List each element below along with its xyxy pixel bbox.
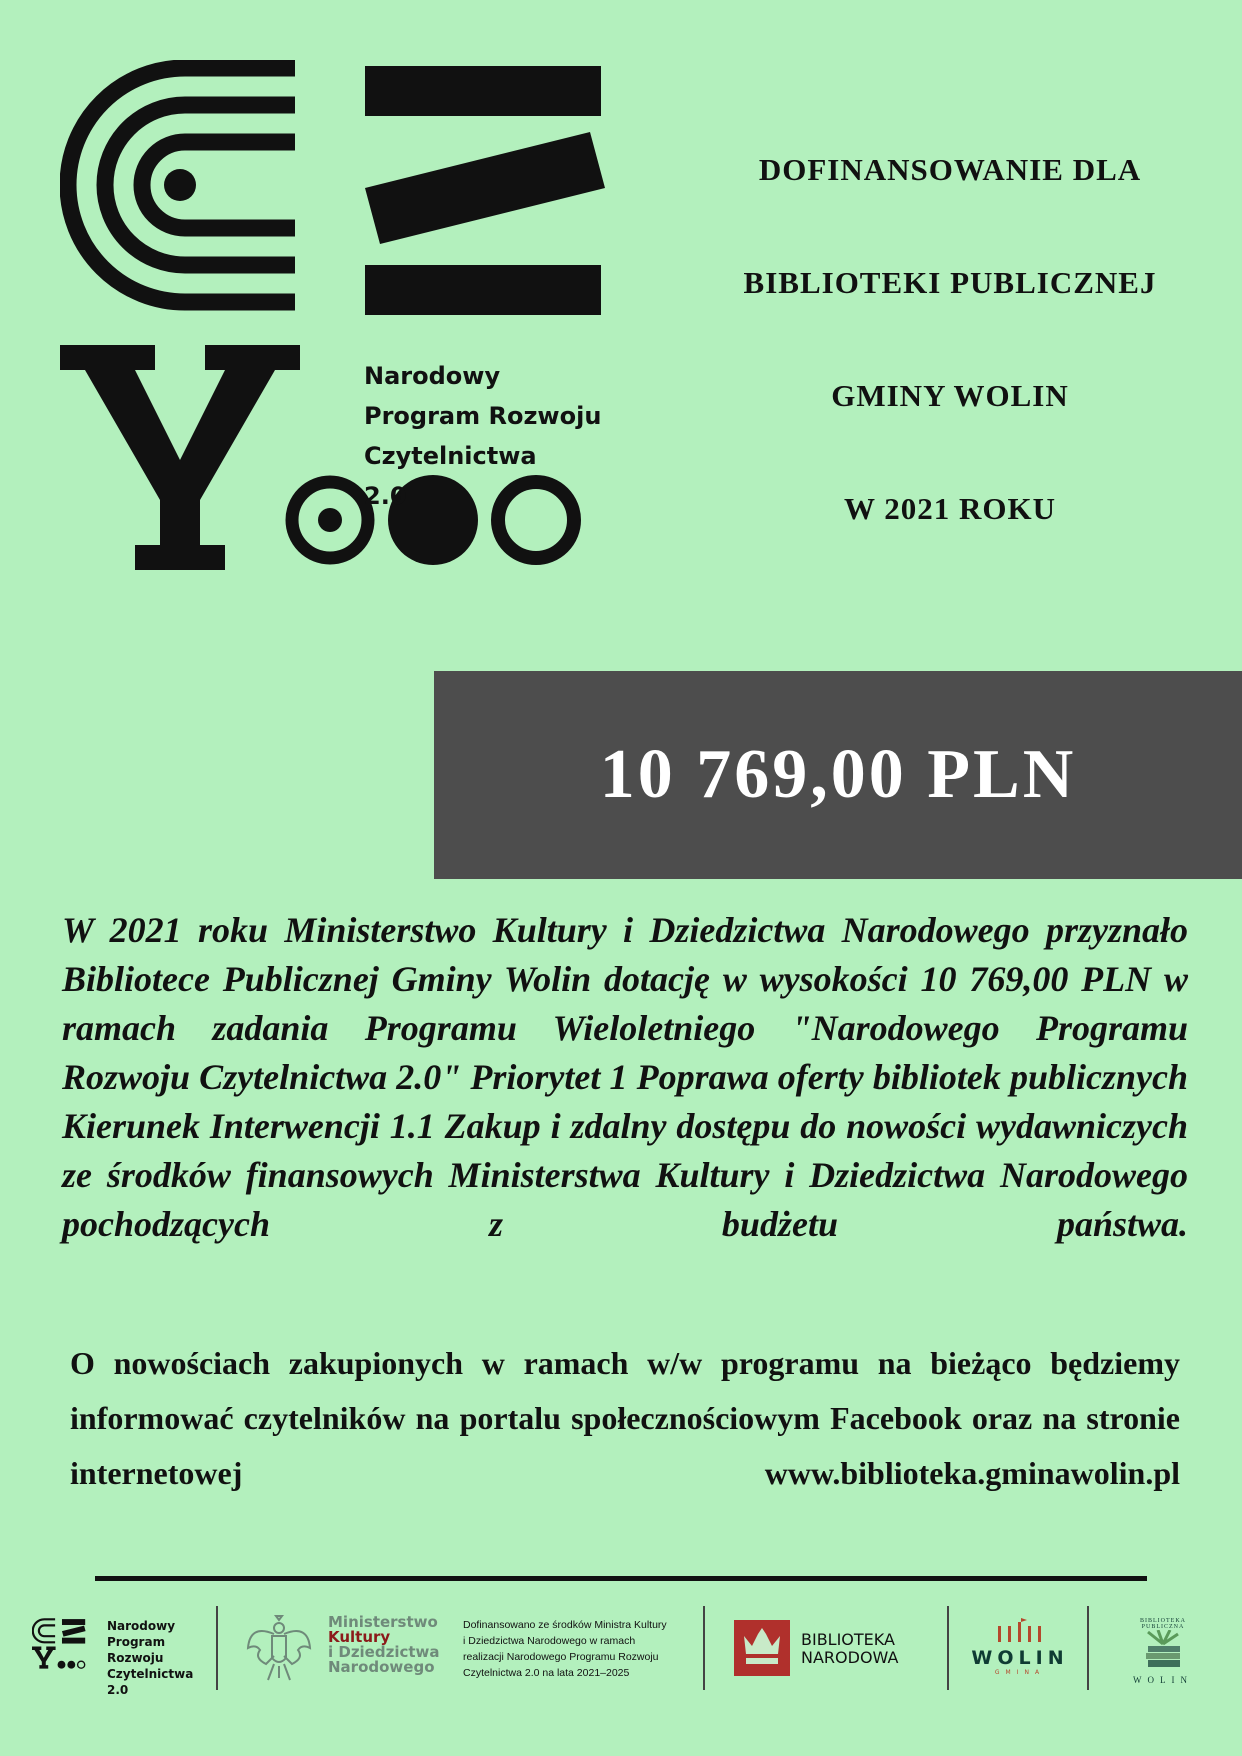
headline [680, 150, 1220, 602]
note-line: Czytelnictwa 2.0 na lata 2021–2025 [463, 1667, 630, 1679]
footer-separator [216, 1606, 218, 1690]
footer-text: 2.0 [107, 1683, 129, 1697]
footer-separator [703, 1606, 705, 1690]
amount-box [434, 671, 1242, 879]
headline-line: GMINY WOLIN [831, 378, 1069, 413]
ministry-logo-text [328, 1615, 440, 1675]
wolin-towers-icon [996, 1618, 1044, 1642]
wolin-name: WOLIN [971, 1647, 1069, 1669]
bn-line: BIBLIOTEKA [801, 1630, 895, 1649]
nprc-logo [60, 60, 650, 640]
footer-separator [1087, 1606, 1089, 1690]
headline-line: DOFINANSOWANIE DLA [758, 152, 1142, 187]
info-paragraph: O nowościach zakupionych w ramach w/w programu na bieżąco będziemy informować czytelników na portalu społecznościowym Facebook oraz na stronie internetowej www.biblioteka.gminawolin.pl [70, 1345, 1180, 1491]
biblioteka-narodowa-logo [734, 1620, 790, 1676]
nprc-small-logo [32, 1618, 90, 1676]
library-wolin-logo [1118, 1618, 1208, 1685]
nprc-small-text [107, 1618, 193, 1698]
footer-separator [947, 1606, 949, 1690]
divider [95, 1576, 1147, 1581]
ministry-line: Ministerstwo [328, 1613, 438, 1631]
grant-description: W 2021 roku Ministerstwo Kultury i Dziedzictwa Narodowego przyznało Bibliotece Publicznej Gminy Wolin dotację w wysokości 10 769,00 PLN w ramach zadania Programu Wieloletniego "Narodowego Programu Rozwoju Czytelnictwa 2.0" Priorytet 1 Poprawa oferty bibliotek publicznych Kierunek Interwencji 1.1 Zakup i zdalny dostępu do nowości wydawniczych ze środków finansowych Ministerstwa Kultury i Dziedzictwa Narodowego pochodzących z budżetu państwa. [62, 910, 1188, 1244]
library-name: WOLIN [1133, 1675, 1193, 1685]
note-line: realizacji Narodowego Programu Rozwoju [463, 1651, 659, 1663]
crown-book-icon [734, 1620, 790, 1676]
wolin-sub: GMINA [994, 1669, 1046, 1676]
books-icon [1138, 1630, 1188, 1670]
funding-note [463, 1617, 667, 1681]
logo-line: 2.0 [364, 482, 407, 510]
polish-eagle-icon [246, 1614, 312, 1684]
note-line: Dofinansowano ze środków Ministra Kultury [463, 1619, 667, 1631]
ministry-line: Narodowego [328, 1658, 435, 1676]
amount-value: 10 769,00 PLN [599, 736, 1077, 813]
footer-text: Narodowy [107, 1619, 176, 1633]
headline-line: BIBLIOTEKI PUBLICZNEJ [743, 265, 1157, 300]
nprc-logo-text [364, 356, 601, 516]
ministry-line: Kultury [328, 1628, 391, 1646]
wolin-logo [970, 1618, 1070, 1676]
logo-line: Program Rozwoju [364, 402, 602, 430]
logo-line: Narodowy [364, 362, 501, 390]
bn-line: NARODOWA [801, 1648, 899, 1667]
headline-line: W 2021 ROKU [844, 491, 1056, 526]
biblioteka-narodowa-text [801, 1631, 898, 1667]
footer-text: Program [107, 1635, 166, 1649]
library-arc-text: BIBLIOTEKA PUBLICZNA [1140, 1618, 1186, 1630]
note-line: i Dziedzictwa Narodowego w ramach [463, 1635, 636, 1647]
ministry-line: i Dziedzictwa [328, 1643, 440, 1661]
footer-text: Rozwoju [107, 1651, 164, 1665]
footer-text: Czytelnictwa [107, 1667, 194, 1681]
logo-line: Czytelnictwa [364, 442, 537, 470]
